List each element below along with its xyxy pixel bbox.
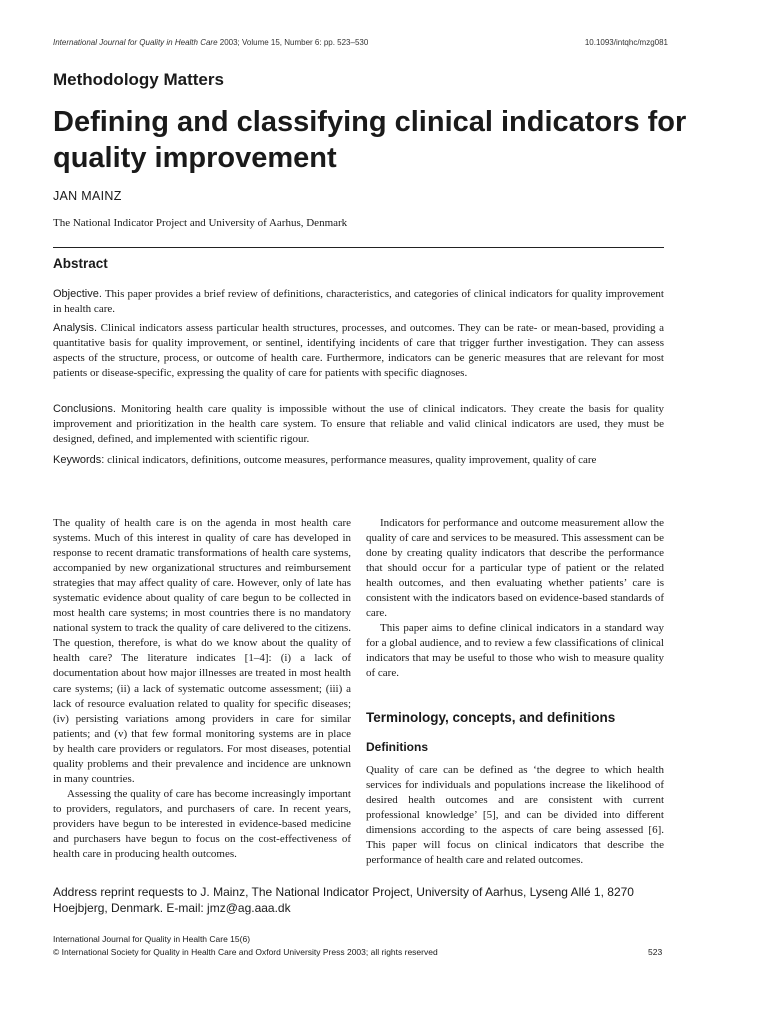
article-title: Defining and classifying clinical indicators for quality improvement — [53, 106, 687, 174]
analysis-label: Analysis. — [53, 322, 98, 334]
footer-copyright: © International Society for Quality in Health Care and Oxford University Press 2003; all rights reserved — [53, 947, 438, 957]
citation-details: 2003; Volume 15, Number 6: pp. 523–530 — [217, 38, 369, 47]
page-number: 523 — [648, 947, 663, 957]
body-column-right — [366, 516, 664, 682]
analysis-text: Clinical indicators assess particular health structures, processes, and outcomes. They can be rate- or mean-based, providing a quantitative basis for quality improvement, or sentinel, identifying incidents of care that trigger further investigation. They can assess aspects of the structure, process, or outcome of health care. Furthermore, indicators can be generic measures that are relevant for most patients or disease-specific, expressing the quality of care for patients with specific diagnoses. — [53, 322, 664, 379]
section-label: Methodology Matters — [53, 70, 224, 89]
body-paragraph: Assessing the quality of care has become increasingly important to providers, regulators, and purchasers of care. In recent years, providers have begun to be interested in evidence-based medicine and purchasers have begun to focus on the cost-effectiveness of health care in producing health outcomes. — [53, 787, 351, 861]
doi: 10.1093/intqhc/mzg081 — [584, 38, 668, 47]
abstract-heading: Abstract — [53, 256, 108, 271]
journal-name: International Journal for Quality in Health Care — [53, 38, 218, 47]
conclusions-text: Monitoring health care quality is impossible without the use of clinical indicators. They create the basis for quality improvement and prioritization in the health care system. To ensure that reliable and valid clinical indicators are used, they must be designed, defined, and implemented with scientific rigour. — [53, 403, 664, 445]
divider — [53, 247, 664, 248]
objective-label: Objective. — [53, 288, 102, 300]
body-column-right-lower — [366, 763, 664, 868]
objective-text: This paper provides a brief review of definitions, characteristics, and categories of clinical indicators for quality improvement in health care. — [53, 288, 664, 315]
subsection-heading: Definitions — [366, 740, 428, 754]
abstract-keywords — [53, 453, 664, 468]
body-paragraph: The quality of health care is on the agenda in most health care systems. Much of this interest in quality of care has developed in response to recent dramatic transformations of health care systems, accompanied by new organizational structures and reimbursement strategies that may affect quality of care. However, only of late has systematic evidence about quality of care begun to be collected in most health care systems; in most countries there is no mandatory national system to track the quality of care delivered to the citizens. The question, therefore, is what do we know about the quality of health care? The literature indicates [1–4]: (i) a lack of documentation about how major illnesses are treated in most health care systems; (ii) a lack of systematic outcome assessment; (iii) a lack of resource evaluation related to quality for specific diseases; (iv) persisting variations among providers in care for similar patients; and (v) that few formal monitoring systems are in place by health care providers or regulators. For most diseases, potential quality problems and their prevalence and incidence are unknown in many countries. — [53, 517, 351, 785]
footer-journal: International Journal for Quality in Health Care 15(6) — [53, 934, 251, 944]
author: JAN MAINZ — [53, 189, 122, 203]
body-paragraph: Quality of care can be defined as ‘the degree to which health services for individuals and populations increase the likelihood of desired health outcomes and are consistent with current professional knowledge’ [5], and can be divided into different dimensions according to the aspects of care being assessed [6]. This paper will focus on clinical indicators that describe the performance of health care and related outcomes. — [366, 764, 664, 867]
body-paragraph: This paper aims to define clinical indicators in a standard way for a global audience, and to review a few classifications of clinical indicators that may be useful to those who wish to measure quality of care. — [366, 622, 664, 680]
keywords-label: Keywords: — [53, 454, 105, 466]
reprint-address: Address reprint requests to J. Mainz, The National Indicator Project, University of Aarhus, Lyseng Allé 1, 8270 Hoejbjerg, Denmark. E-mail: jmz@ag.aaa.dk — [53, 885, 634, 915]
running-head-citation — [53, 38, 368, 47]
conclusions-label: Conclusions. — [53, 403, 116, 415]
abstract-objective — [53, 287, 664, 317]
abstract-conclusions — [53, 402, 664, 447]
affiliation: The National Indicator Project and University of Aarhus, Denmark — [53, 217, 348, 229]
section-heading: Terminology, concepts, and definitions — [366, 710, 616, 725]
keywords-text: clinical indicators, definitions, outcome measures, performance measures, quality improvement, quality of care — [104, 454, 597, 466]
body-paragraph: Indicators for performance and outcome measurement allow the quality of care and services to be measured. This assessment can be done by creating quality indicators that describe the performance that should occur for a particular type of patient or the related health outcomes, and then evaluating whether patients’ care is consistent with the indicators based on evidence-based standards of care. — [366, 517, 664, 620]
body-column-left — [53, 516, 351, 862]
abstract-analysis — [53, 321, 664, 381]
